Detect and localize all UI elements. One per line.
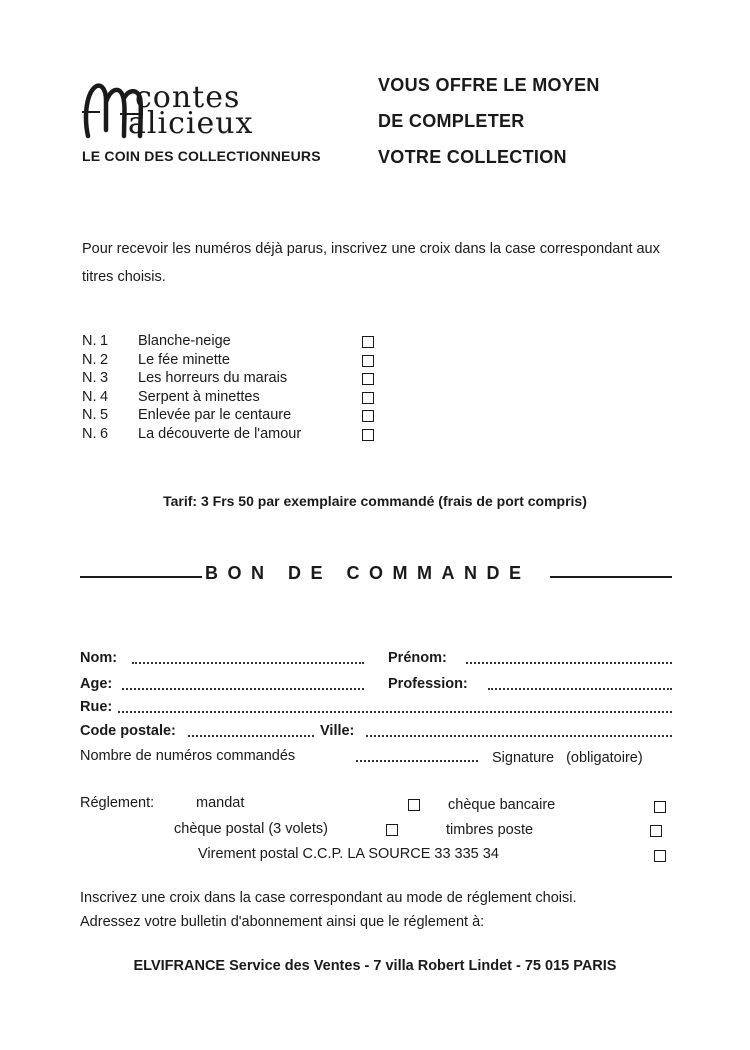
ville-label: Ville: xyxy=(320,723,355,739)
title-prefix: N. xyxy=(82,333,97,349)
cheque-bancaire-label: chèque bancaire xyxy=(448,797,556,813)
list-item xyxy=(82,425,374,444)
title-name: Enlevée par le centaure xyxy=(138,407,292,423)
divider-left xyxy=(80,576,202,578)
profession-field[interactable] xyxy=(488,688,672,690)
title-name: Blanche-neige xyxy=(138,333,231,349)
title-prefix: N. xyxy=(82,370,97,386)
rue-field[interactable] xyxy=(118,711,672,713)
reglement-label: Réglement: xyxy=(80,795,155,811)
title-number: 2 xyxy=(100,351,109,368)
prenom-label: Prénom: xyxy=(388,650,447,666)
tarif-text: Tarif: 3 Frs 50 par exemplaire commandé (frais de port compris) xyxy=(163,493,587,509)
signature-label: Signature (obligatoire) xyxy=(492,750,643,766)
title-prefix: N. xyxy=(82,425,97,442)
timbres-label: timbres poste xyxy=(446,822,534,838)
rue-label: Rue: xyxy=(80,699,113,715)
title-checkbox[interactable] xyxy=(362,429,374,441)
footer-address-intro: Adressez votre bulletin d'abonnement ainsi que le réglement à: xyxy=(80,914,485,930)
logo-word-alicieux: alicieux xyxy=(128,106,254,141)
title-checkbox[interactable] xyxy=(362,410,374,422)
nombre-field[interactable] xyxy=(356,760,478,762)
order-form-title: BON DE COMMANDE xyxy=(205,563,531,583)
cheque-postal-checkbox[interactable] xyxy=(386,824,398,836)
title-checkbox[interactable] xyxy=(362,336,374,348)
title-checkbox[interactable] xyxy=(362,392,374,404)
title-number: 3 xyxy=(100,370,109,386)
list-item xyxy=(82,369,374,388)
cheque-postal-label: chèque postal (3 volets) xyxy=(174,821,328,837)
headline-line-2: DE COMPLETER xyxy=(378,111,525,131)
nom-label: Nom: xyxy=(80,650,118,666)
title-checkbox[interactable] xyxy=(362,373,374,385)
age-label: Age: xyxy=(80,676,113,692)
code-postal-field[interactable] xyxy=(188,735,314,737)
title-prefix: N. xyxy=(82,407,97,423)
title-number: 5 xyxy=(100,407,109,423)
title-prefix: N. xyxy=(82,351,97,368)
divider-right xyxy=(550,576,672,578)
prenom-field[interactable] xyxy=(466,662,672,664)
mandat-label: mandat xyxy=(196,795,245,811)
list-item xyxy=(82,351,374,370)
title-checkbox[interactable] xyxy=(362,355,374,367)
intro-text: Pour recevoir les numéros déjà parus, inscrivez une croix dans la case correspondant aux titres choisis. xyxy=(82,241,660,285)
title-prefix: N. xyxy=(82,388,97,405)
title-number: 4 xyxy=(100,388,109,405)
list-item xyxy=(82,406,374,425)
list-item xyxy=(82,332,374,351)
age-field[interactable] xyxy=(122,688,364,690)
profession-label: Profession: xyxy=(388,676,468,692)
title-number: 6 xyxy=(100,425,109,442)
footer-address: ELVIFRANCE Service des Ventes - 7 villa Robert Lindet - 75 015 PARIS xyxy=(133,958,617,974)
cheque-bancaire-checkbox[interactable] xyxy=(654,801,666,813)
titles-list xyxy=(82,332,374,443)
nombre-label: Nombre de numéros commandés xyxy=(80,748,296,764)
virement-label: Virement postal C.C.P. LA SOURCE 33 335 34 xyxy=(198,846,499,862)
ville-field[interactable] xyxy=(366,735,672,737)
headline-line-1: VOUS OFFRE LE MOYEN xyxy=(378,75,600,95)
title-name: Les horreurs du marais xyxy=(138,370,288,386)
logo-word-contes: contes xyxy=(135,80,241,115)
title-name: La découverte de l'amour xyxy=(138,425,302,442)
code-postal-label: Code postale: xyxy=(80,723,176,739)
title-name: Serpent à minettes xyxy=(138,388,260,405)
virement-checkbox[interactable] xyxy=(654,850,666,862)
list-item xyxy=(82,388,374,407)
nom-field[interactable] xyxy=(132,662,364,664)
headline-line-3: VOTRE COLLECTION xyxy=(378,147,567,167)
brand-tagline: LE COIN DES COLLECTIONNEURS xyxy=(82,148,321,164)
title-name: Le fée minette xyxy=(138,351,230,368)
timbres-checkbox[interactable] xyxy=(650,825,662,837)
footer-instruction: Inscrivez une croix dans la case correspondant au mode de réglement choisi. xyxy=(80,890,577,906)
mandat-checkbox[interactable] xyxy=(408,799,420,811)
title-number: 1 xyxy=(100,333,109,349)
